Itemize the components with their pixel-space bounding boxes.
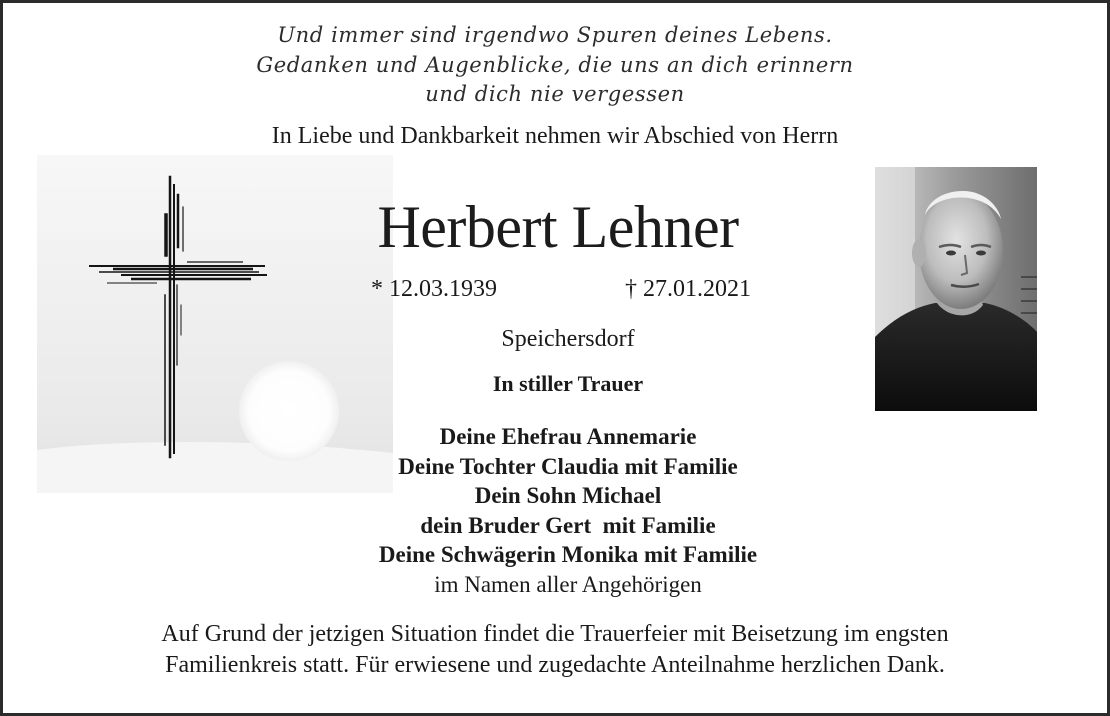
closing-text xyxy=(3,619,1107,681)
family-member: Deine Ehefrau Annemarie xyxy=(439,424,697,449)
quote-line-2: Gedanken und Augenblicke, die uns an dich erinnern xyxy=(256,53,854,77)
family-member: dein Bruder Gert mit Familie xyxy=(420,512,716,538)
closing-line-2: Familienkreis statt. Für erwiesene und zugedachte Anteilnahme herzlichen Dank. xyxy=(165,652,945,678)
deceased-name: Herbert Lehner xyxy=(377,194,739,260)
quote-line-1: Und immer sind irgendwo Spuren deines Lebens. xyxy=(277,23,833,47)
family-member: Deine Schwägerin Monika mit Familie xyxy=(378,542,758,567)
hometown: Speichersdorf xyxy=(501,326,635,352)
quote-line-3: und dich nie vergessen xyxy=(425,82,685,106)
family-list xyxy=(173,422,963,599)
birth-date: * 12.03.1939 xyxy=(371,276,497,302)
mourning-heading: In stiller Trauer xyxy=(492,371,644,396)
family-member: Dein Sohn Michael xyxy=(474,483,662,508)
death-date: † 27.01.2021 xyxy=(625,276,751,302)
family-footer: im Namen aller Angehörigen xyxy=(434,571,702,597)
closing-line-1: Auf Grund der jetzigen Situation findet die Trauerfeier mit Beisetzung im engsten xyxy=(161,621,949,647)
intro-text: In Liebe und Dankbarkeit nehmen wir Abschied von Herrn xyxy=(271,123,839,149)
portrait-photo xyxy=(875,167,1037,411)
family-member: Deine Tochter Claudia mit Familie xyxy=(398,453,738,479)
